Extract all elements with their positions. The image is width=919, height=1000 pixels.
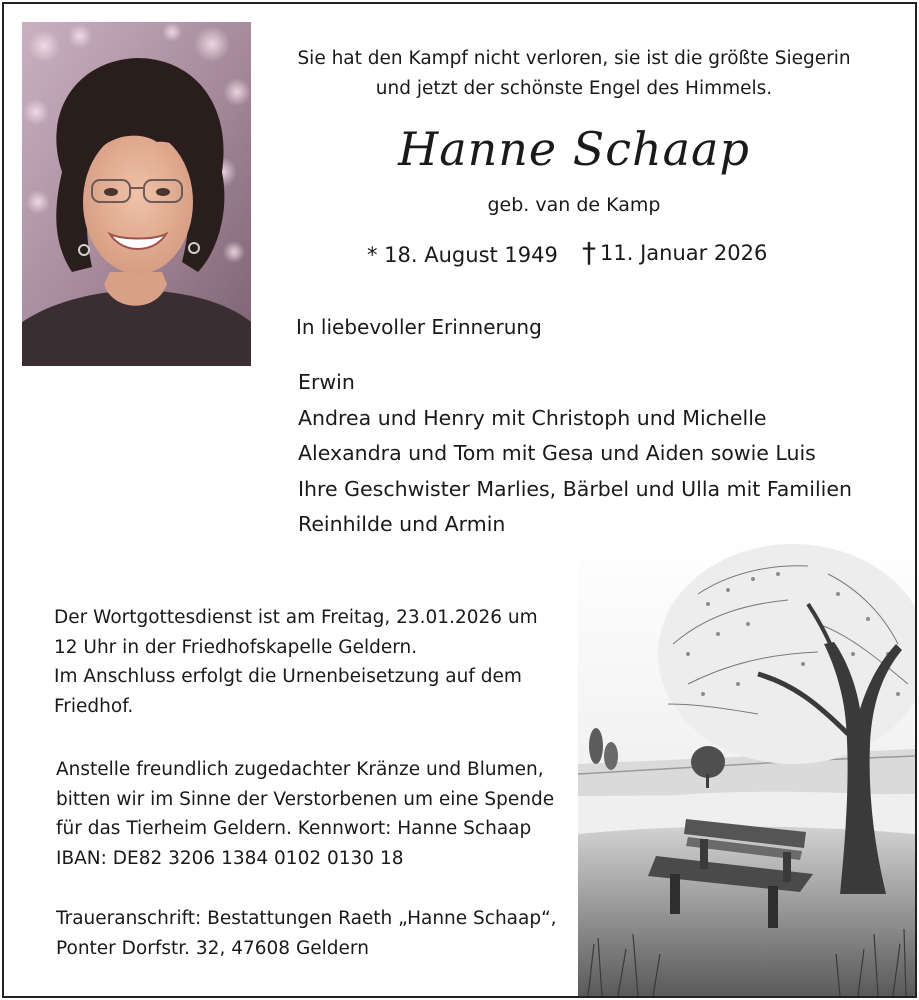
donation-info (56, 755, 554, 873)
mourner-item: Alexandra und Tom mit Gesa und Aiden sowie Luis (298, 441, 816, 465)
service-info (54, 603, 538, 721)
mourner-item: Reinhilde und Armin (298, 512, 506, 536)
service-line: Im Anschluss erfolgt die Urnenbeisetzung auf dem (54, 666, 522, 687)
deceased-name: Hanne Schaap (398, 122, 750, 176)
address-line: Traueranschrift: Bestattungen Raeth „Hanne Schaap“, (56, 908, 557, 929)
birth-date: * 18. August 1949 (367, 243, 558, 267)
verse-line-1: Sie hat den Kampf nicht verloren, sie ist die größte Siegerin (297, 48, 851, 69)
donation-line: Anstelle freundlich zugedachter Kränze und Blumen, (56, 759, 544, 780)
tree-bench-drawing (578, 534, 915, 996)
death-date-text: 11. Januar 2026 (600, 241, 768, 265)
donation-line: bitten wir im Sinne der Verstorbenen um eine Spende (56, 788, 555, 810)
verse-line-2: und jetzt der schönste Engel des Himmels. (375, 78, 773, 99)
mourner-item: Ihre Geschwister Marlies, Bärbel und Ulla mit Familien (298, 476, 852, 501)
service-line: Friedhof. (54, 695, 134, 717)
verse (289, 44, 859, 104)
obituary-card (2, 2, 917, 998)
cross-symbol: † (582, 236, 596, 269)
service-line: Der Wortgottesdienst ist am Freitag, 23.01.2026 um (54, 607, 538, 628)
birth-name: geb. van de Kamp (487, 194, 661, 216)
donation-line: für das Tierheim Geldern. Kennwort: Hanne Schaap (56, 818, 532, 839)
mourner-item: Erwin (298, 370, 355, 394)
address-line: Ponter Dorfstr. 32, 47608 Geldern (56, 938, 369, 959)
portrait-photo (22, 22, 251, 366)
mourning-address (56, 904, 557, 964)
memory-line: In liebevoller Erinnerung (296, 315, 542, 339)
service-line: 12 Uhr in der Friedhofskapelle Geldern. (54, 636, 418, 658)
mourner-item: Andrea und Henry mit Christoph und Michelle (298, 405, 767, 430)
mourners-list (298, 365, 852, 543)
donation-line: IBAN: DE82 3206 1384 0102 0130 18 (56, 847, 404, 869)
death-date (582, 236, 767, 270)
